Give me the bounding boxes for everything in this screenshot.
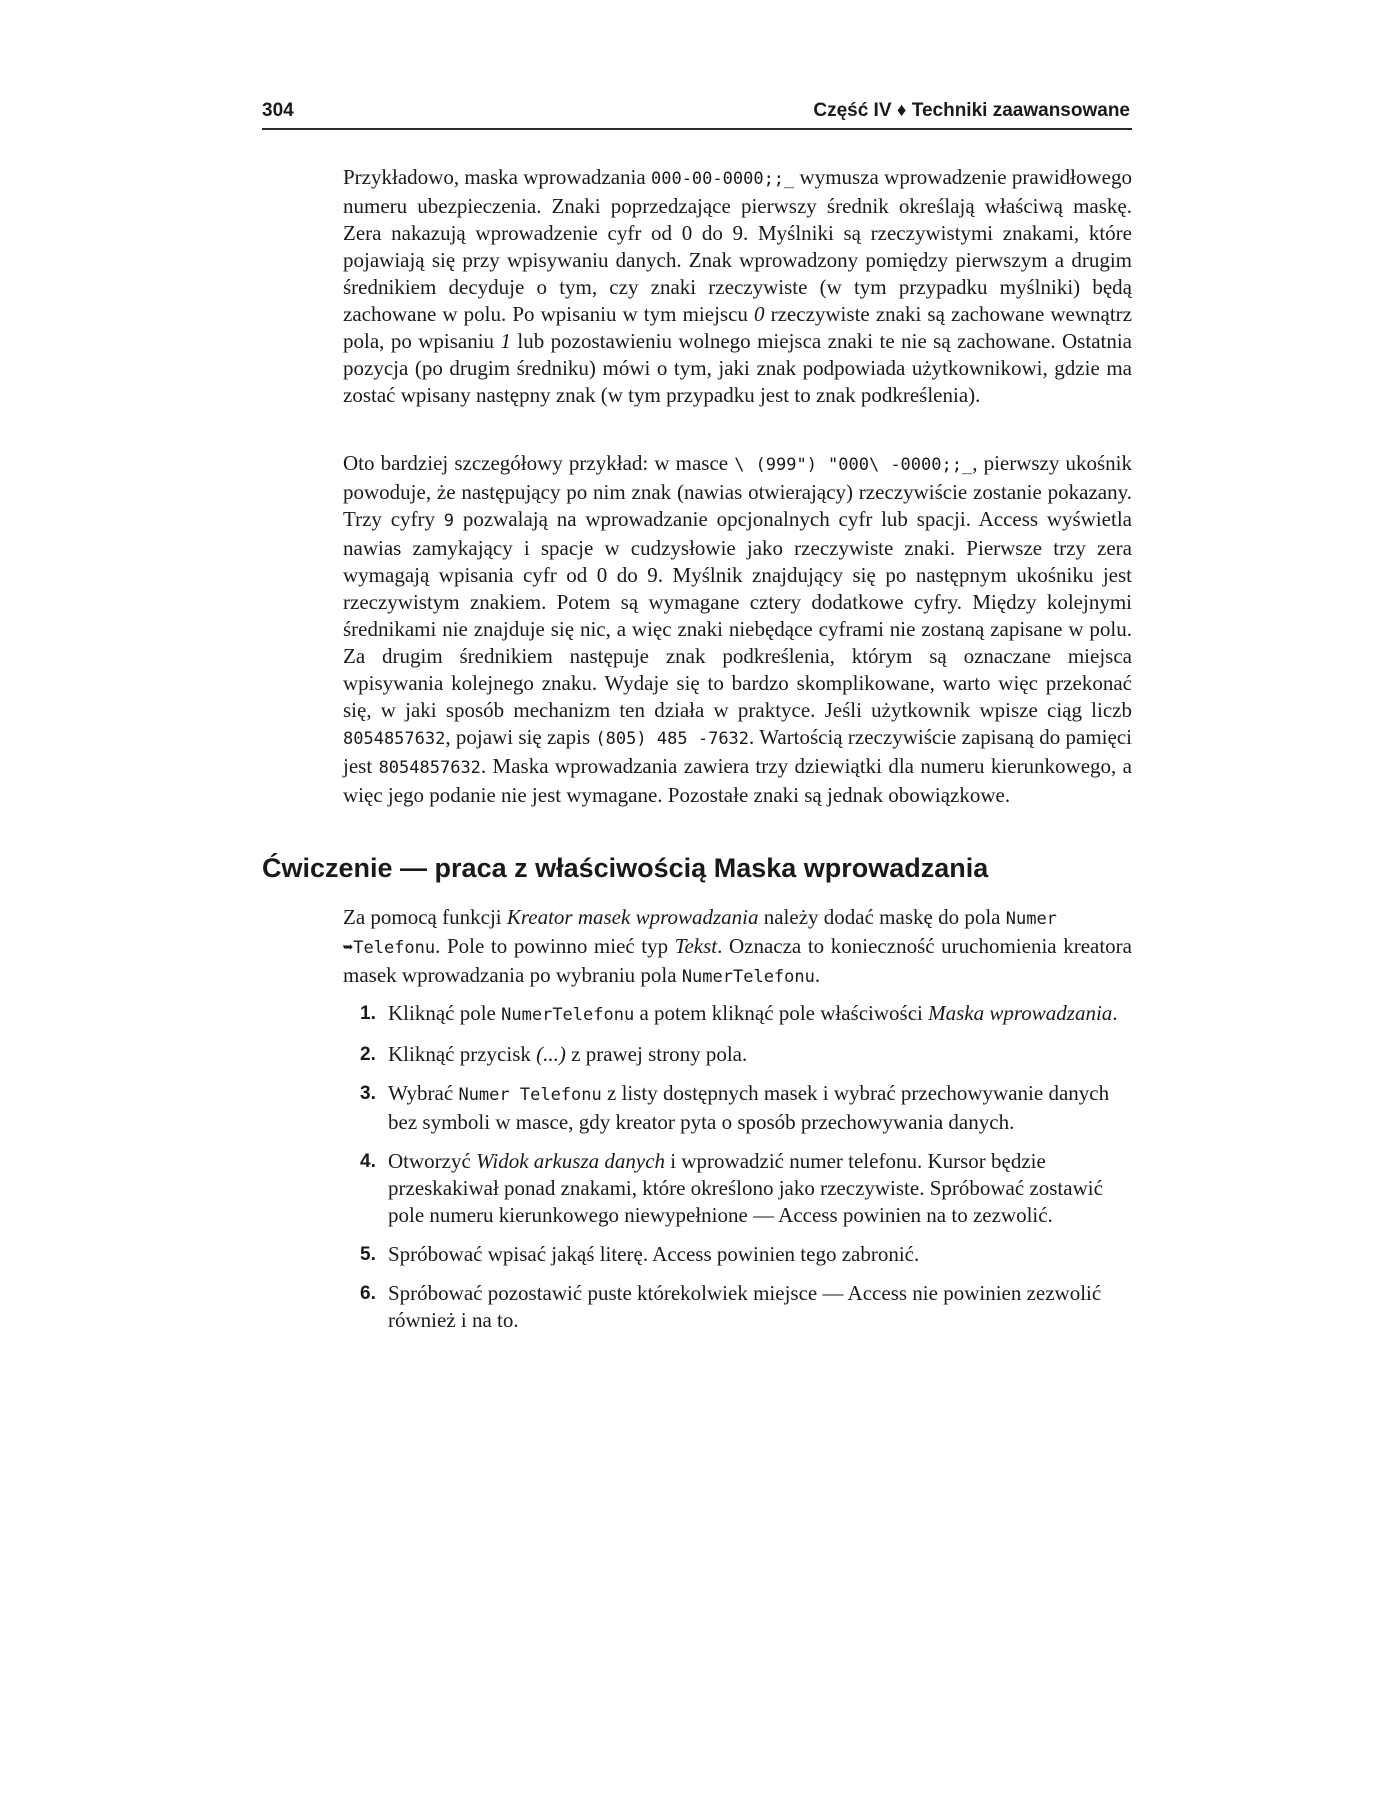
- paragraph-detailed-example: Oto bardziej szczegółowy przykład: w masce \ (999") "000\ -0000;;_, pierwszy ukośnik powoduje, że następujący po nim znak (nawias otwierający) rzeczywiście zostanie pokazany. Trzy cyfry 9 pozwalają na wprowadzanie opcjonalnych cyfr lub spacji. Access wyświetla nawias zamykający i spacje w cudzysłowie jako rzeczywiste znaki. Pierwsze trzy zera wymagają wpisania cyfr od 0 do 9. Myślnik znajdujący się po następnym ukośniku jest rzeczywistym znakiem. Potem są wymagane cztery dodatkowe cyfry. Między kolejnymi średnikami nie znajduje się nic, a więc znaki niebędące cyframi nie zostaną zapisane w polu. Za drugim średnikiem następuje znak podkreślenia, którym są oznaczane miejsca wpisywania kolejnego znaku. Wydaje się to bardzo skomplikowane, warto więc przekonać się, w jaki sposób mechanizm ten działa w praktyce. Jeśli użytkownik wpisze ciąg liczb 8054857632, pojawi się zapis (805) 485 -7632. Wartością rzeczywiście zapisaną do pamięci jest 8054857632. Maska wprowadzania zawiera trzy dziewiątki dla numeru kierunkowego, a więc jego podanie nie jest wymagane. Pozostałe znaki są jednak obowiązkowe.: [343, 451, 1133, 807]
- step-3: 3. Wybrać Numer Telefonu z listy dostępnych masek i wybrać przechowywanie danych bez symboli w masce, gdy kreator pyta o sposób przechowywania danych.: [360, 1081, 1110, 1134]
- emphasis: (...): [536, 1042, 566, 1066]
- emphasis: 1: [500, 329, 511, 353]
- code-snippet: 8054857632: [378, 758, 481, 778]
- emphasis: Widok arkusza danych: [476, 1149, 666, 1173]
- code-snippet: NumerTelefonu: [681, 967, 815, 987]
- page-number: 304: [262, 100, 294, 121]
- code-snippet: Numer: [1005, 909, 1057, 929]
- code-snippet: ➥Telefonu: [343, 938, 436, 958]
- page-header: [262, 98, 1132, 130]
- section-heading: Ćwiczenie — praca z właściwością Maska wprowadzania: [262, 853, 989, 883]
- code-snippet: 000-00-0000;;_: [650, 169, 795, 189]
- step-number: 2.: [360, 1044, 376, 1065]
- code-snippet: (805) 485 -7632: [595, 729, 750, 749]
- exercise-intro: Za pomocą funkcji Kreator masek wprowadzania należy dodać maskę do pola Numer ➥Telefonu. Pole to powinno mieć typ Tekst. Oznacza to konieczność uruchomienia kreatora masek wprowadzania po wybraniu pola NumerTelefonu.: [343, 905, 1132, 987]
- step-6: 6. Spróbować pozostawić puste którekolwiek miejsce — Access nie powinien zezwolić również i na to.: [360, 1281, 1102, 1332]
- step-number: 1.: [360, 1003, 376, 1024]
- step-number: 4.: [360, 1151, 376, 1172]
- step-4: 4. Otworzyć Widok arkusza danych i wprowadzić numer telefonu. Kursor będzie przeskakiwał ponad znakami, które określono jako rzeczywiste. Spróbować zostawić pole numeru kierunkowego niewypełnione — Access powinien na to zezwolić.: [360, 1149, 1103, 1227]
- step-number: 6.: [360, 1283, 376, 1304]
- emphasis: 0: [754, 302, 765, 326]
- emphasis: Tekst: [674, 934, 718, 958]
- step-5: 5. Spróbować wpisać jakąś literę. Access powinien tego zabronić.: [360, 1242, 920, 1266]
- step-number: 5.: [360, 1244, 376, 1265]
- step-number: 3.: [360, 1083, 376, 1104]
- step-1: 1. Kliknąć pole NumerTelefonu a potem kliknąć pole właściwości Maska wprowadzania.: [360, 1001, 1118, 1025]
- paragraph-mask-example: Przykładowo, maska wprowadzania 000-00-0000;;_ wymusza wprowadzenie prawidłowego numeru ubezpieczenia. Znaki poprzedzające pierwszy średnik określają właściwą maskę. Zera nakazują wprowadzenie cyfr od 0 do 9. Myślniki są rzeczywistymi znakami, które pojawiają się przy wpisywaniu danych. Znak wprowadzony pomiędzy pierwszym a drugim średnikiem decyduje o tym, czy znaki rzeczywiste (w tym przypadku myślniki) będą zachowane w polu. Po wpisaniu w tym miejscu 0 rzeczywiste znaki są zachowane wewnątrz pola, po wpisaniu 1 lub pozostawieniu wolnego miejsca znaki te nie są zachowane. Ostatnia pozycja (po drugim średniku) mówi o tym, jaki znak podpowiada użytkownikowi, gdzie ma zostać wpisany następny znak (w tym przypadku jest to znak podkreślenia).: [343, 165, 1133, 407]
- step-2: 2. Kliknąć przycisk (...) z prawej strony pola.: [360, 1042, 748, 1066]
- code-snippet: NumerTelefonu: [501, 1005, 635, 1025]
- emphasis: Maska wprowadzania: [928, 1001, 1113, 1025]
- code-snippet: 8054857632: [343, 729, 446, 749]
- exercise-steps: [360, 1000, 1120, 1346]
- code-snippet: \ (999") "000\ -0000;;_: [734, 455, 973, 475]
- code-snippet: Numer Telefonu: [458, 1085, 602, 1105]
- running-head: Część IV ♦ Techniki zaawansowane: [813, 100, 1130, 121]
- emphasis: Kreator masek wprowadzania: [506, 905, 759, 929]
- code-snippet: 9: [443, 511, 455, 531]
